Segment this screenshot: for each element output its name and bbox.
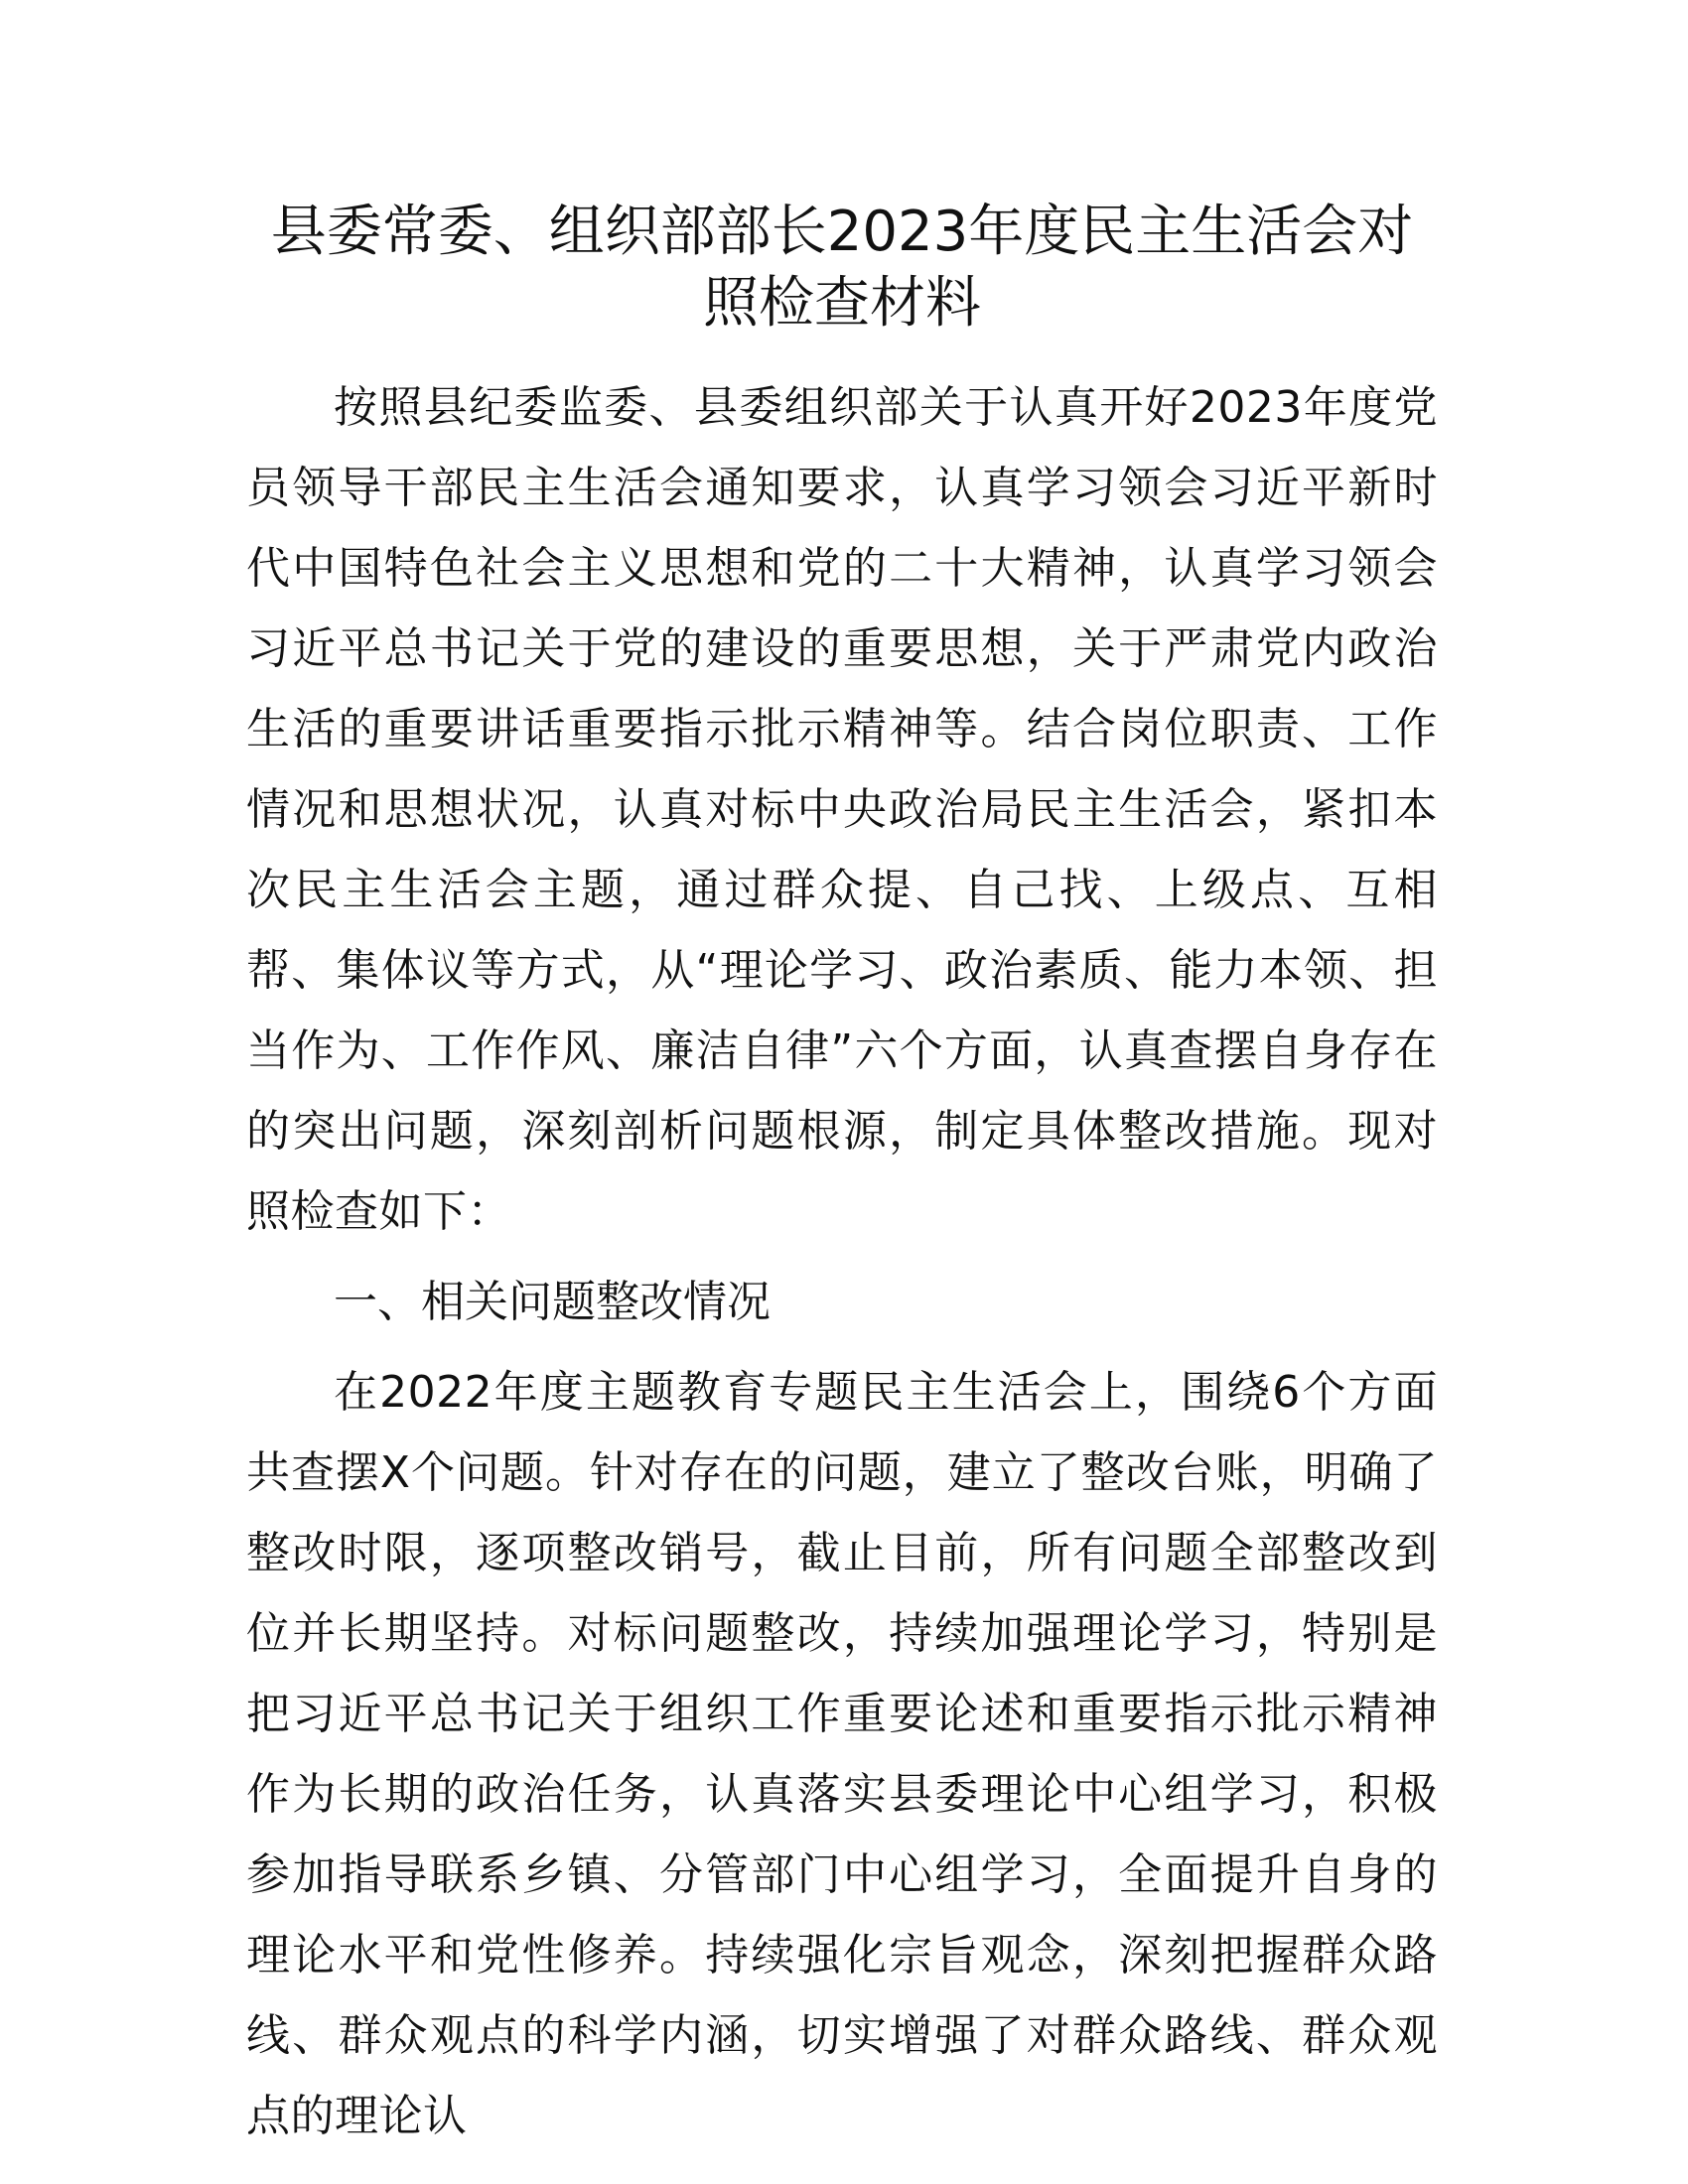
section-body-paragraph: 在2022年度主题教育专题民主生活会上，围绕6个方面共查摆X个问题。针对存在的问题，建立了整改台账，明确了整改时限，逐项整改销号，截止目前，所有问题全部整改到位并长期坚持。对标问题整改，持续加强理论学习，特别是把习近平总书记关于组织工作重要论述和重要指示批示精神作为长期的政治任务，认真落实县委理论中心组学习，积极参加指导联系乡镇、分管部门中心组学习，全面提升自身的理论水平和党性修养。持续强化宗旨观念，深刻把握群众路线、群众观点的科学内涵，切实增强了对群众路线、群众观点的理论认	[246, 1367, 1438, 2141]
document-content	[246, 197, 1438, 2156]
document-title: 县委常委、组织部部长2023年度民主生活会对照检查材料	[270, 200, 1414, 336]
intro-paragraph: 按照县纪委监委、县委组织部关于认真开好2023年度党员领导干部民主生活会通知要求，认真学习领会习近平新时代中国特色社会主义思想和党的二十大精神，认真学习领会习近平总书记关于党的建设的重要思想，关于严肃党内政治生活的重要讲话重要指示批示精神等。结合岗位职责、工作情况和思想状况，认真对标中央政治局民主生活会，紧扣本次民主生活会主题，通过群众提、自己找、上级点、互相帮、集体议等方式，从“理论学习、政治素质、能力本领、担当作为、工作作风、廉洁自律”六个方面，认真查摆自身存在的突出问题，深刻剖析问题根源，制定具体整改措施。现对照检查如下：	[246, 382, 1438, 1237]
section-heading: 一、相关问题整改情况	[334, 1277, 771, 1327]
